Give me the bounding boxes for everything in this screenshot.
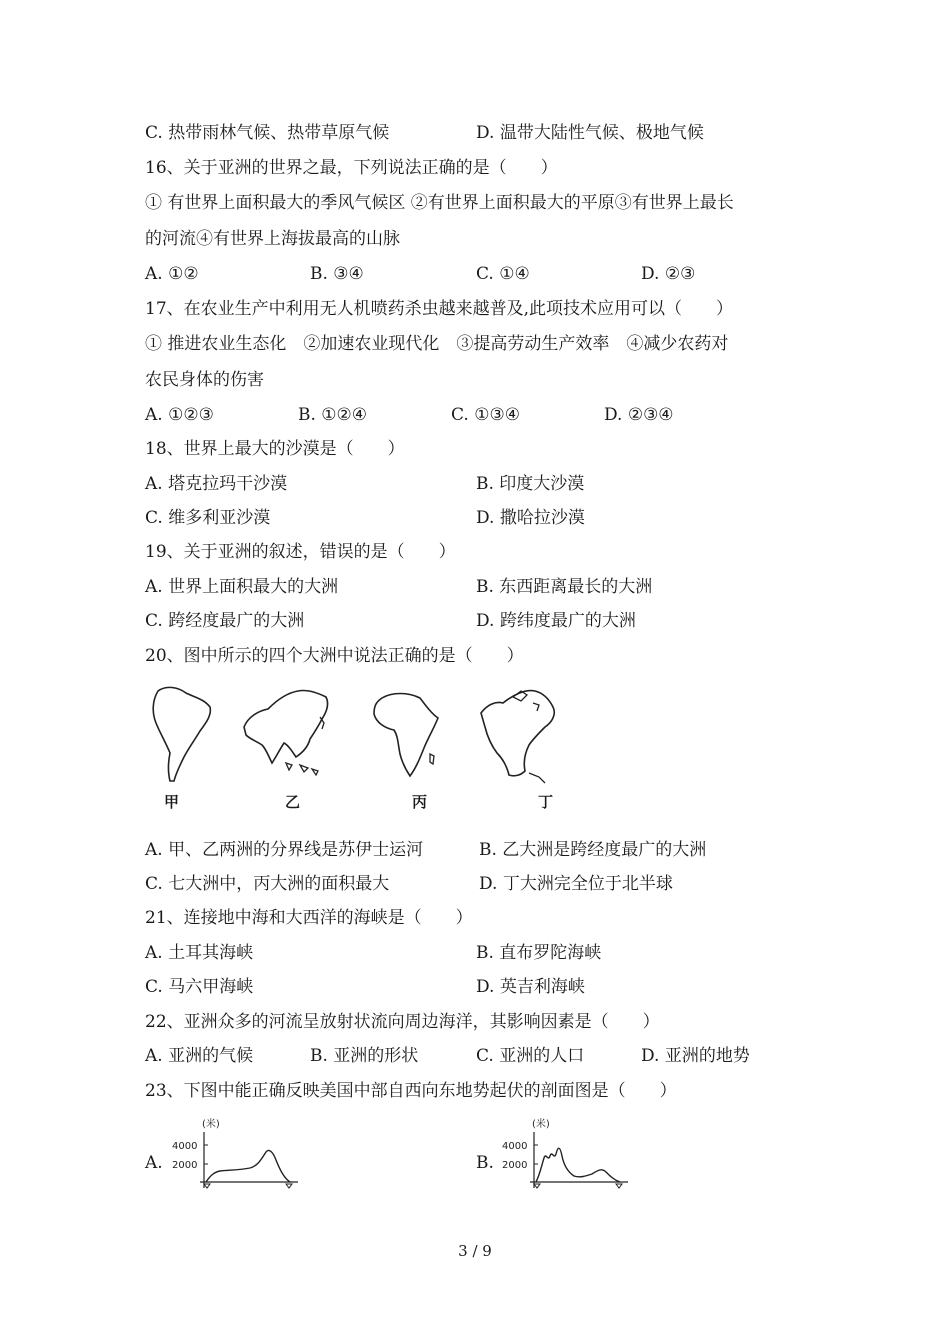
q22-option-b: B. 亚洲的形状 [310, 1046, 419, 1066]
south-america-map [148, 683, 218, 785]
q16-option-c: C. ①④ [476, 264, 530, 284]
profile-b-tick-2000: 2000 [502, 1160, 528, 1171]
profile-chart-b [500, 1116, 635, 1196]
q17-option-d: D. ②③④ [604, 405, 674, 425]
profile-b-tick-4000: 4000 [502, 1141, 528, 1152]
q18-option-a: A. 塔克拉玛干沙漠 [145, 474, 288, 494]
q15-option-d: D. 温带大陆性气候、极地气候 [476, 123, 704, 143]
q17-option-c: C. ①③④ [451, 405, 520, 425]
q20-stem: 20、图中所示的四个大洲中说法正确的是（ ） [145, 646, 524, 666]
q20-option-c: C. 七大洲中，丙大洲的面积最大 [145, 874, 390, 894]
profile-a-terrain-line [206, 1150, 290, 1182]
q22-option-c: C. 亚洲的人口 [476, 1046, 585, 1066]
profile-a-unit: (米) [202, 1119, 220, 1130]
page-number: 3 / 9 [458, 1242, 492, 1260]
q16-option-d: D. ②③ [641, 264, 696, 284]
q19-option-b: B. 东西距离最长的大洲 [476, 577, 653, 597]
map-label-bing: 丙 [412, 793, 428, 811]
q23-stem: 23、下图中能正确反映美国中部自西向东地势起伏的剖面图是（ ） [145, 1081, 677, 1101]
q17-statements-line1: ① 推进农业生态化 ②加速农业现代化 ③提高劳动生产效率 ④减少农药对 [145, 334, 729, 354]
map-label-ding: 丁 [538, 793, 554, 811]
q21-option-c: C. 马六甲海峡 [145, 977, 254, 997]
q21-option-d: D. 英吉利海峡 [476, 977, 585, 997]
map-label-jia: 甲 [164, 793, 180, 811]
q16-statements-line2: 的河流④有世界上海拔最高的山脉 [145, 229, 400, 249]
north-america-map [473, 683, 563, 787]
q21-option-a: A. 土耳其海峡 [145, 943, 254, 963]
q18-option-c: C. 维多利亚沙漠 [145, 508, 271, 528]
q19-option-a: A. 世界上面积最大的大洲 [145, 577, 339, 597]
q22-option-a: A. 亚洲的气候 [145, 1046, 254, 1066]
asia-map [238, 683, 334, 785]
africa-map [368, 688, 444, 780]
q15-option-c: C. 热带雨林气候、热带草原气候 [145, 123, 390, 143]
q17-statements-line2: 农民身体的伤害 [145, 370, 264, 390]
q16-option-a: A. ①② [145, 264, 199, 284]
q18-option-b: B. 印度大沙漠 [476, 474, 585, 494]
q20-option-a: A. 甲、乙两洲的分界线是苏伊士运河 [145, 840, 424, 860]
q21-stem: 21、连接地中海和大西洋的海峡是（ ） [145, 908, 473, 928]
q17-option-b: B. ①②④ [298, 405, 368, 425]
profile-b-unit: (米) [532, 1119, 550, 1130]
profile-a-tick-4000: 4000 [172, 1141, 198, 1152]
q16-stem: 16、关于亚洲的世界之最，下列说法正确的是（ ） [145, 158, 558, 178]
q19-option-d: D. 跨纬度最广的大洲 [476, 611, 636, 631]
q20-option-b: B. 乙大洲是跨经度最广的大洲 [479, 840, 707, 860]
q22-option-d: D. 亚洲的地势 [641, 1046, 750, 1066]
q19-option-c: C. 跨经度最广的大洲 [145, 611, 305, 631]
q23-option-b: B. [476, 1153, 494, 1173]
q16-option-b: B. ③④ [310, 264, 364, 284]
q22-stem: 22、亚洲众多的河流呈放射状流向周边海洋，其影响因素是（ ） [145, 1012, 660, 1032]
q20-option-d: D. 丁大洲完全位于北半球 [479, 874, 673, 894]
q19-stem: 19、关于亚洲的叙述，错误的是（ ） [145, 542, 456, 562]
map-label-yi: 乙 [285, 793, 301, 811]
q23-option-a: A. [145, 1153, 163, 1173]
profile-b-terrain-line [536, 1148, 620, 1182]
q21-option-b: B. 直布罗陀海峡 [476, 943, 602, 963]
q17-stem: 17、在农业生产中利用无人机喷药杀虫越来越普及,此项技术应用可以（ ） [145, 299, 734, 319]
q16-statements-line1: ① 有世界上面积最大的季风气候区 ②有世界上面积最大的平原③有世界上最长 [145, 193, 734, 213]
profile-a-tick-2000: 2000 [172, 1160, 198, 1171]
q17-option-a: A. ①②③ [145, 405, 214, 425]
q18-option-d: D. 撒哈拉沙漠 [476, 508, 585, 528]
profile-chart-a [170, 1116, 305, 1196]
q18-stem: 18、世界上最大的沙漠是（ ） [145, 439, 405, 459]
